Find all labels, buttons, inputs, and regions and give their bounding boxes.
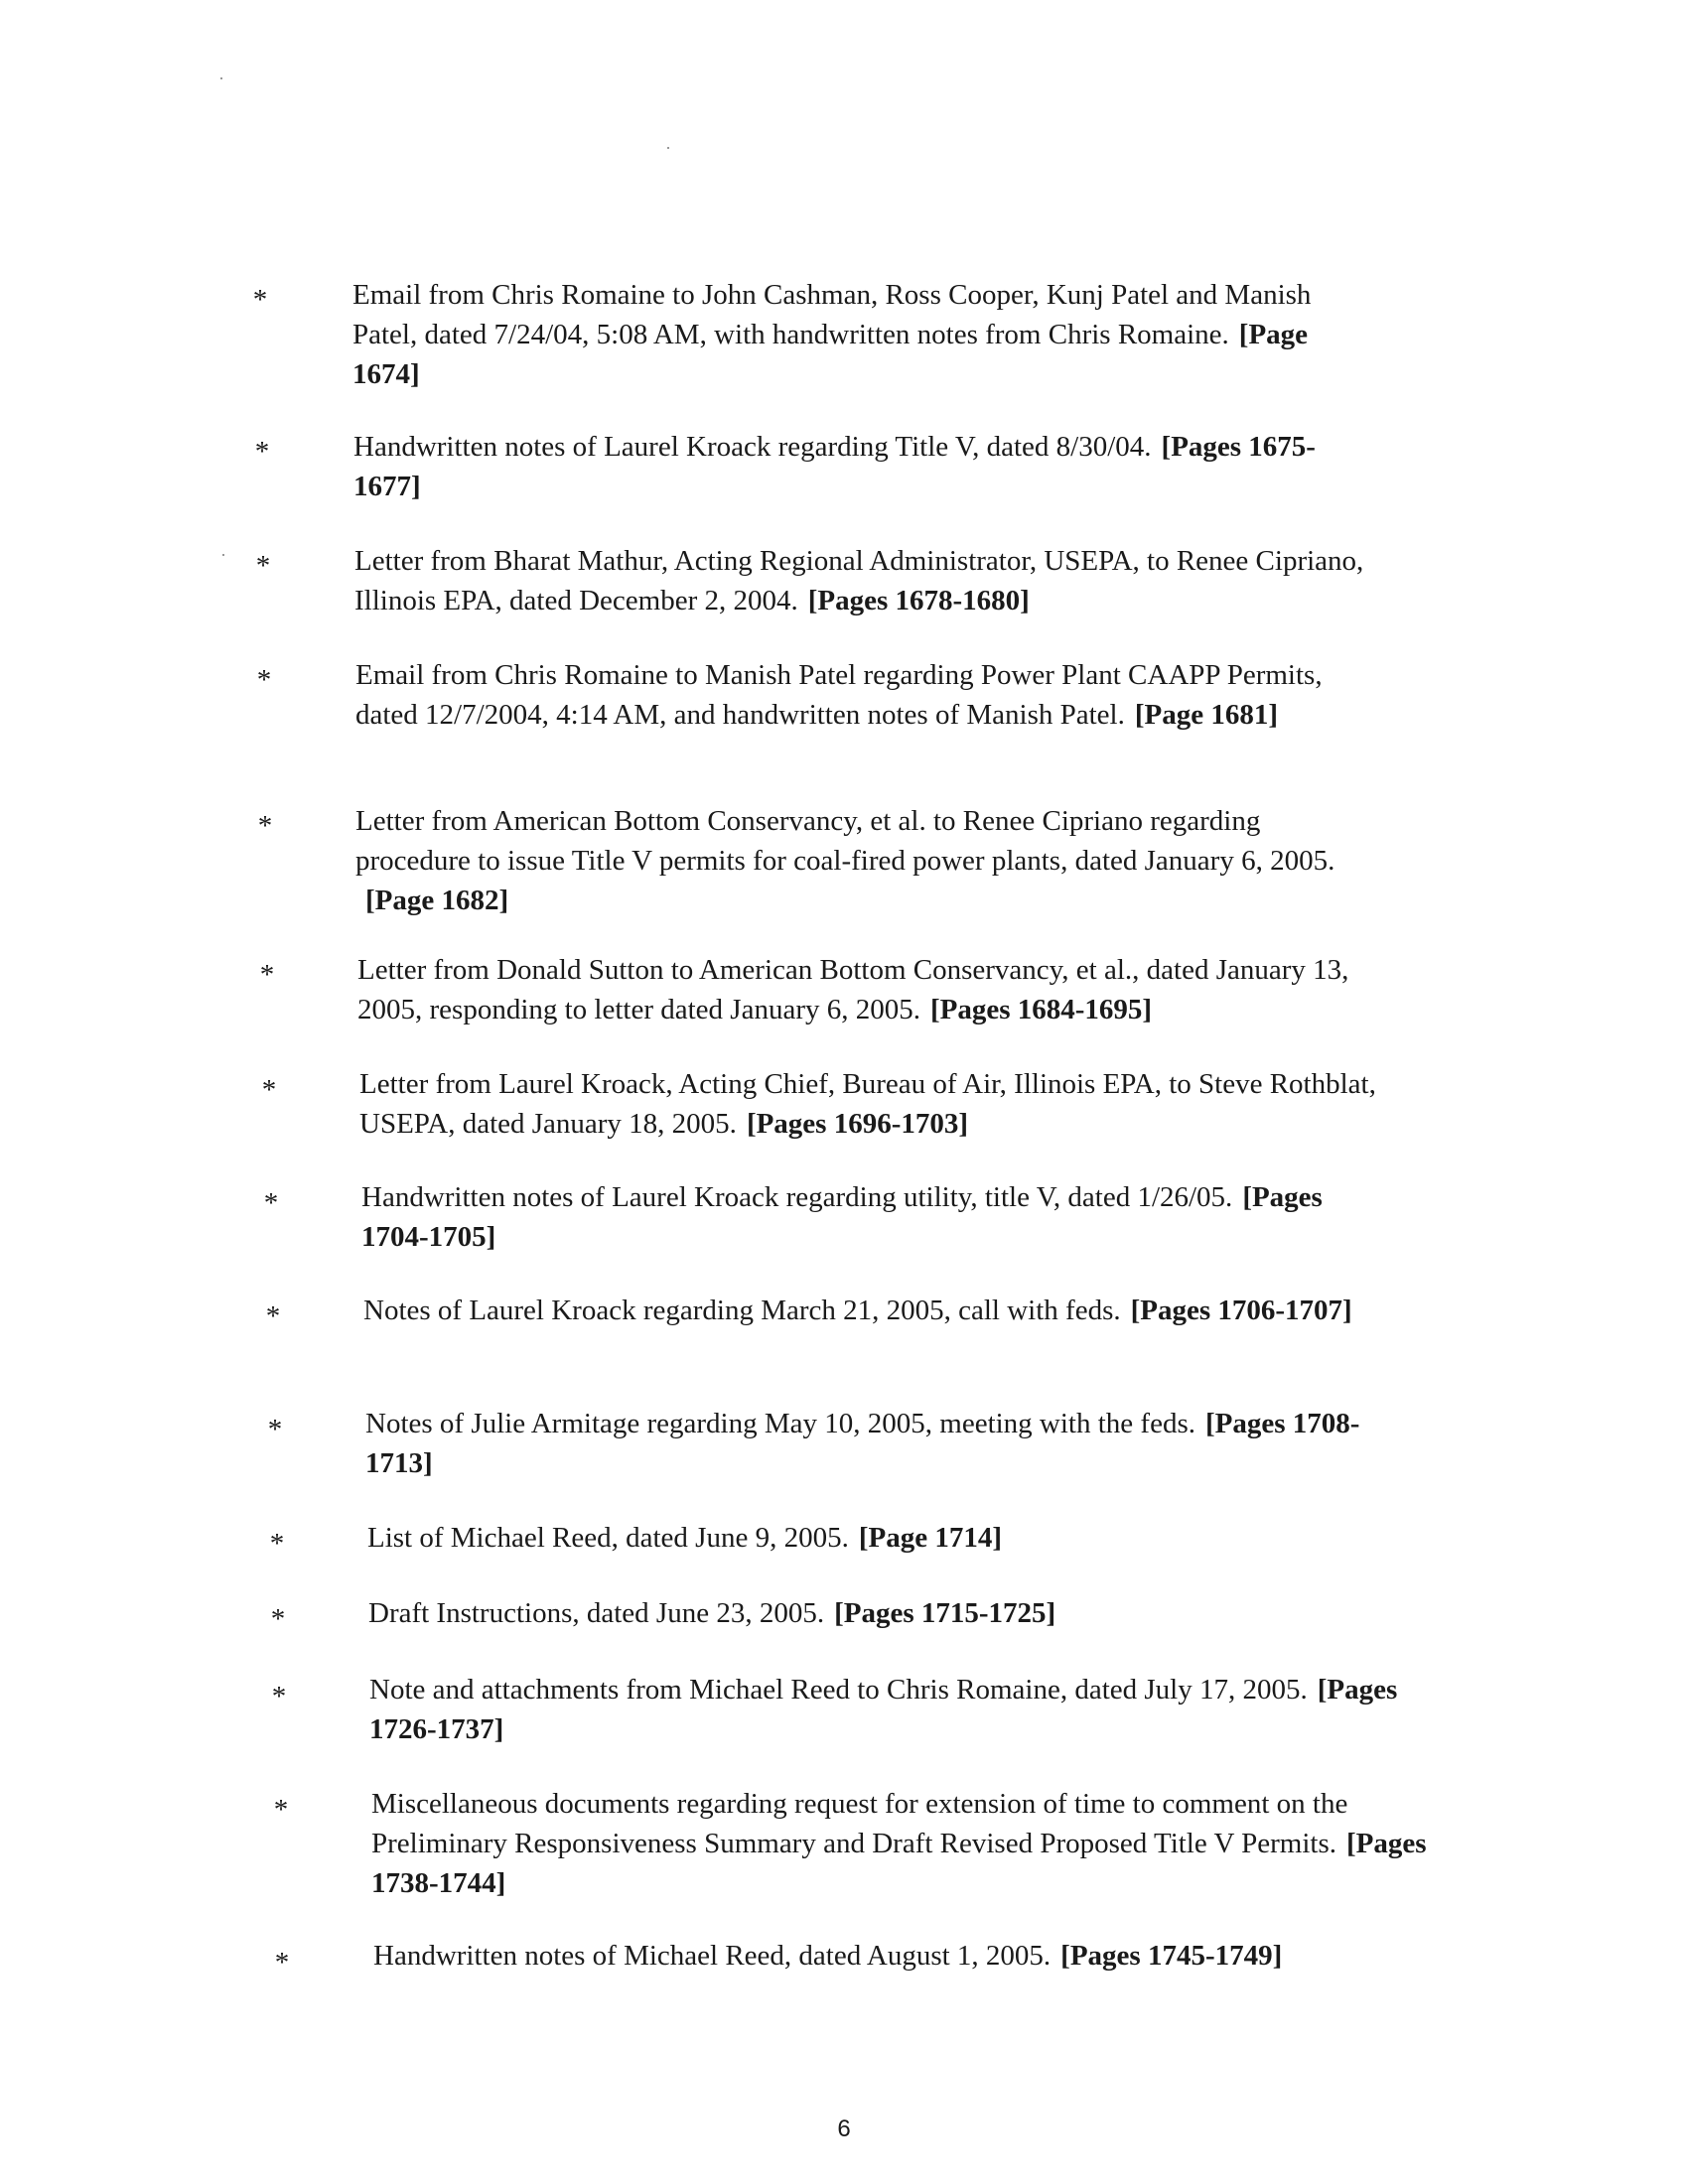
- scan-speck: [220, 77, 222, 79]
- entry-text: Handwritten notes of Laurel Kroack regarding Title V, dated 8/30/04.: [353, 431, 1152, 463]
- list-item: [363, 1291, 1416, 1330]
- entry-text: Handwritten notes of Michael Reed, dated August 1, 2005.: [373, 1940, 1052, 1972]
- scan-speck: [222, 554, 224, 556]
- list-item: [367, 1518, 1420, 1558]
- page-reference: [Pages 1704-1705]: [361, 1181, 1323, 1253]
- list-item: [373, 1936, 1446, 1976]
- list-item: [371, 1784, 1429, 1903]
- list-item: [359, 1064, 1402, 1144]
- entry-bullet: *: [269, 1528, 285, 1560]
- page-reference: [Pages 1706-1707]: [1130, 1295, 1352, 1326]
- page-number: 6: [837, 2116, 851, 2142]
- list-item: [355, 801, 1378, 920]
- list-item: [368, 1593, 1421, 1633]
- entry-bullet: *: [265, 1300, 281, 1332]
- entry-bullet: *: [270, 1603, 286, 1635]
- list-item: [357, 950, 1410, 1029]
- entry-text: Letter from Laurel Kroack, Acting Chief, Bureau of Air, Illinois EPA, to Steve Rothblat, USEPA, dated January 18, 2005.: [359, 1068, 1376, 1140]
- list-item: [352, 275, 1355, 394]
- entry-text: List of Michael Reed, dated June 9, 2005.: [367, 1522, 849, 1554]
- page-reference: [Page 1714]: [858, 1522, 1002, 1554]
- entry-text: Email from Chris Romaine to John Cashman, Ross Cooper, Kunj Patel and Manish Patel, dated 7/24/04, 5:08 AM, with handwritten notes from Chris Romaine.: [352, 279, 1312, 350]
- entry-bullet: *: [257, 810, 273, 842]
- entry-bullet: *: [271, 1681, 287, 1712]
- page-reference: [Pages 1696-1703]: [746, 1108, 969, 1140]
- list-item: [353, 427, 1376, 506]
- list-item: [369, 1670, 1432, 1749]
- list-item: [365, 1404, 1418, 1483]
- entry-bullet: *: [259, 959, 275, 991]
- entry-text: Letter from Donald Sutton to American Bottom Conservancy, et al., dated January 13, 2005, responding to letter dated January 6, 2005.: [357, 954, 1349, 1025]
- entry-bullet: *: [256, 664, 272, 696]
- entry-bullet: *: [273, 1794, 289, 1826]
- entry-bullet: *: [252, 284, 268, 316]
- entry-bullet: *: [254, 436, 270, 468]
- entry-text: Miscellaneous documents regarding request for extension of time to comment on the Preliminary Responsiveness Summary and Draft Revised Proposed Title V Permits.: [371, 1788, 1348, 1859]
- entry-bullet: *: [267, 1414, 283, 1445]
- entry-text: Email from Chris Romaine to Manish Patel regarding Power Plant CAAPP Permits, dated 12/7/2004, 4:14 AM, and handwritten notes of Manish Patel.: [355, 659, 1323, 731]
- scan-speck: [667, 147, 669, 149]
- page-reference: [Page 1682]: [365, 885, 509, 916]
- entry-text: Notes of Laurel Kroack regarding March 21, 2005, call with feds.: [363, 1295, 1121, 1326]
- page-reference: [Page 1674]: [352, 319, 1309, 390]
- list-item: [354, 541, 1377, 620]
- entry-text: Notes of Julie Armitage regarding May 10, 2005, meeting with the feds.: [365, 1408, 1195, 1439]
- entry-text: Draft Instructions, dated June 23, 2005.: [368, 1597, 825, 1629]
- entry-text: Letter from Bharat Mathur, Acting Regional Administrator, USEPA, to Renee Cipriano, Illinois EPA, dated December 2, 2004.: [354, 545, 1364, 616]
- list-item: [361, 1177, 1374, 1257]
- entry-bullet: *: [274, 1947, 290, 1979]
- page-reference: [Pages 1745-1749]: [1060, 1940, 1283, 1972]
- list-item: [355, 655, 1378, 735]
- page-reference: [Pages 1684-1695]: [930, 994, 1153, 1025]
- page-reference: [Pages 1726-1737]: [369, 1674, 1398, 1745]
- page-reference: [Pages 1678-1680]: [807, 585, 1030, 616]
- page-reference: [Pages 1715-1725]: [834, 1597, 1056, 1629]
- page-reference: [Pages 1738-1744]: [371, 1828, 1427, 1899]
- entry-bullet: *: [261, 1074, 277, 1106]
- entry-text: Handwritten notes of Laurel Kroack regarding utility, title V, dated 1/26/05.: [361, 1181, 1233, 1213]
- page-reference: [Pages 1675-1677]: [353, 431, 1316, 502]
- page-reference: [Pages 1708-1713]: [365, 1408, 1360, 1479]
- entry-text: Note and attachments from Michael Reed to Chris Romaine, dated July 17, 2005.: [369, 1674, 1308, 1706]
- entry-bullet: *: [255, 550, 271, 582]
- entry-text: Letter from American Bottom Conservancy, et al. to Renee Cipriano regarding procedure to issue Title V permits for coal-fired power plants, dated January 6, 2005.: [355, 805, 1335, 877]
- entry-bullet: *: [263, 1187, 279, 1219]
- page-reference: [Page 1681]: [1134, 699, 1278, 731]
